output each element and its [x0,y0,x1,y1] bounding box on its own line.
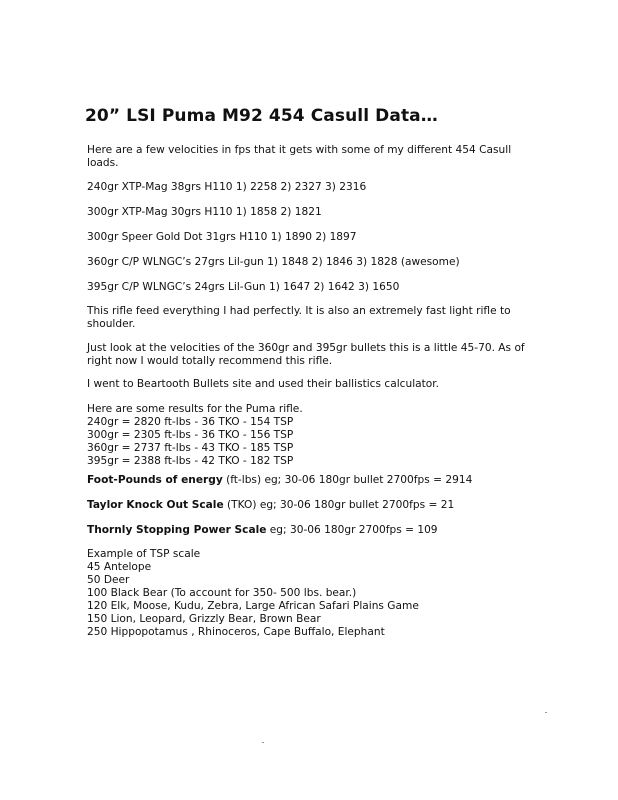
intro-paragraph [87,144,527,170]
tsp-scale-item: 150 Lion, Leopard, Grizzly Bear, Brown Bear [87,613,321,625]
page-title: 20” LSI Puma M92 454 Casull Data… [85,106,438,126]
load-line [87,231,527,244]
result-row: 240gr = 2820 ft-lbs - 36 TKO - 154 TSP [87,416,294,428]
load-text: 395gr C/P WLNGC’s 24grs Lil-Gun 1) 1647 2) 1642 3) 1650 [87,281,400,293]
load-text: 360gr C/P WLNGC’s 27grs Lil-gun 1) 1848 2) 1846 3) 1828 (awesome) [87,256,460,268]
tko-description: (TKO) eg; 30-06 180gr bullet 2700fps = 21 [223,499,455,511]
load-line [87,281,527,294]
energy-definition [87,474,527,487]
energy-description: (ft-lbs) eg; 30-06 180gr bullet 2700fps = 2914 [222,474,473,486]
tsp-scale-item: 50 Deer [87,574,130,586]
beartooth-paragraph [87,378,527,391]
feed-text: This rifle feed everything I had perfectly. It is also an extremely fast light rifle to shoulder. [87,305,511,330]
tko-term: Taylor Knock Out Scale [87,499,224,511]
tsp-description: eg; 30-06 180gr 2700fps = 109 [266,524,438,536]
load-text: 300gr Speer Gold Dot 31grs H110 1) 1890 2) 1897 [87,231,357,243]
tsp-scale-item: 250 Hippopotamus , Rhinoceros, Cape Buffalo, Elephant [87,626,385,638]
results-heading: Here are some results for the Puma rifle. [87,403,303,415]
result-row: 395gr = 2388 ft-lbs - 42 TKO - 182 TSP [87,455,294,467]
scan-speck [262,742,264,743]
tsp-term: Thornly Stopping Power Scale [87,524,267,536]
load-text: 300gr XTP-Mag 30grs H110 1) 1858 2) 1821 [87,206,322,218]
scan-speck [545,712,547,713]
tko-definition [87,499,527,512]
load-line [87,256,527,269]
tsp-scale-item: 45 Antelope [87,561,152,573]
look-paragraph [87,342,527,368]
result-row: 300gr = 2305 ft-lbs - 36 TKO - 156 TSP [87,429,294,441]
tsp-definition [87,524,527,537]
result-row: 360gr = 2737 ft-lbs - 43 TKO - 185 TSP [87,442,294,454]
tsp-scale-heading: Example of TSP scale [87,548,201,560]
feed-paragraph [87,305,527,331]
load-line [87,206,527,219]
tsp-scale-block [87,548,527,639]
intro-text: Here are a few velocities in fps that it gets with some of my different 454 Casull loads. [87,144,512,169]
look-text: Just look at the velocities of the 360gr and 395gr bullets this is a little 45-70. As of right now I would totally recommend this rifle. [87,342,525,367]
energy-term: Foot-Pounds of energy [87,474,223,486]
results-block [87,403,527,468]
tsp-scale-item: 100 Black Bear (To account for 350- 500 lbs. bear.) [87,587,357,599]
tsp-scale-item: 120 Elk, Moose, Kudu, Zebra, Large African Safari Plains Game [87,600,419,612]
load-line [87,181,527,194]
load-text: 240gr XTP-Mag 38grs H110 1) 2258 2) 2327 3) 2316 [87,181,367,193]
beartooth-text: I went to Beartooth Bullets site and used their ballistics calculator. [87,378,440,390]
